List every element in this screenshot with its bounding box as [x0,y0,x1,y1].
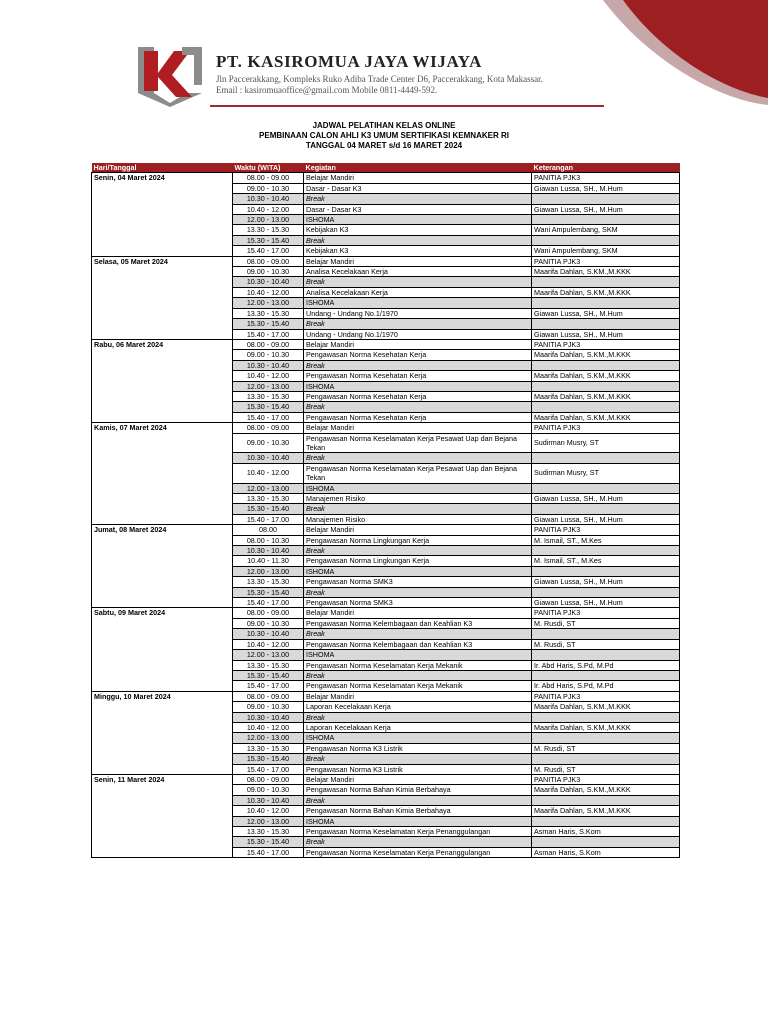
note-cell [532,650,680,660]
letterhead [0,0,768,115]
note-cell: Giawan Lussa, SH., M.Hum [532,204,680,214]
activity-cell: Pengawasan Norma Kesehatan Kerja [304,371,532,381]
activity-cell: Pengawasan Norma K3 Listrik [304,764,532,774]
time-cell: 12.00 - 13.00 [233,215,304,225]
note-cell: Sudirman Musry, ST [532,463,680,483]
note-cell [532,298,680,308]
note-cell [532,670,680,680]
day-cell: Minggu, 10 Maret 2024 [92,691,233,774]
activity-cell: Belajar Mandiri [304,608,532,618]
activity-cell: Break [304,712,532,722]
company-name: PT. KASIROMUA JAYA WIJAYA [216,52,482,71]
activity-cell: Break [304,754,532,764]
note-cell [532,360,680,370]
note-cell [532,504,680,514]
company-logo-icon [136,45,204,107]
time-cell: 15.30 - 15.40 [233,402,304,412]
activity-cell: Pengawasan Norma Bahan Kimia Berbahaya [304,785,532,795]
time-cell: 10.30 - 10.40 [233,194,304,204]
note-cell [532,837,680,847]
activity-cell: Analisa Kecelakaan Kerja [304,287,532,297]
activity-cell: Pengawasan Norma Bahan Kimia Berbahaya [304,806,532,816]
activity-cell: Undang - Undang No.1/1970 [304,329,532,339]
time-cell: 15.30 - 15.40 [233,837,304,847]
activity-cell: ISHOMA [304,566,532,576]
activity-cell: Manajemen Risiko [304,494,532,504]
table-row [92,608,680,618]
note-cell: Sudirman Musry, ST [532,433,680,453]
activity-cell: Pengawasan Norma Keselamatan Kerja Pesawat Uap dan Bejana Tekan [304,433,532,453]
activity-cell: ISHOMA [304,816,532,826]
activity-cell: Pengawasan Norma Lingkungan Kerja [304,556,532,566]
activity-cell: ISHOMA [304,215,532,225]
activity-cell: Break [304,235,532,245]
note-cell: Maarifa Dahlan, S.KM.,M.KKK [532,350,680,360]
time-cell: 15.30 - 15.40 [233,504,304,514]
time-cell: 12.00 - 13.00 [233,381,304,391]
time-cell: 15.40 - 17.00 [233,329,304,339]
activity-cell: Pengawasan Norma Kesehatan Kerja [304,350,532,360]
activity-cell: Belajar Mandiri [304,691,532,701]
time-cell: 10.40 - 12.00 [233,806,304,816]
note-cell: Maarifa Dahlan, S.KM.,M.KKK [532,412,680,422]
time-cell: 08.00 - 09.00 [233,423,304,433]
header-divider [210,105,604,107]
day-cell: Senin, 11 Maret 2024 [92,774,233,857]
note-cell: Maarifa Dahlan, S.KM.,M.KKK [532,267,680,277]
time-cell: 15.30 - 15.40 [233,235,304,245]
activity-cell: Pengawasan Norma Kesehatan Kerja [304,412,532,422]
time-cell: 13.30 - 15.30 [233,494,304,504]
note-cell [532,319,680,329]
activity-cell: ISHOMA [304,298,532,308]
time-cell: 09.00 - 10.30 [233,350,304,360]
note-cell: Wani Ampulembang, SKM [532,246,680,256]
activity-cell: Kebijakan K3 [304,246,532,256]
activity-cell: Pengawasan Norma Keselamatan Kerja Mekanik [304,681,532,691]
note-cell: M. Ismail, ST., M.Kes [532,535,680,545]
activity-cell: Dasar - Dasar K3 [304,183,532,193]
activity-cell: ISHOMA [304,733,532,743]
activity-cell: Break [304,837,532,847]
table-header-row [92,163,680,173]
time-cell: 08.00 - 09.00 [233,339,304,349]
time-cell: 08.00 - 09.00 [233,774,304,784]
corner-decoration [568,0,768,110]
activity-cell: Belajar Mandiri [304,423,532,433]
note-cell: M. Rusdi, ST [532,764,680,774]
table-row [92,691,680,701]
time-cell: 15.40 - 17.00 [233,598,304,608]
time-cell: 10.40 - 12.00 [233,463,304,483]
table-row [92,525,680,535]
time-cell: 13.30 - 15.30 [233,743,304,753]
day-cell: Sabtu, 09 Maret 2024 [92,608,233,691]
activity-cell: Pengawasan Norma Kelembagaan dan Keahlian K3 [304,618,532,628]
note-cell: Maarifa Dahlan, S.KM.,M.KKK [532,722,680,732]
table-row [92,423,680,433]
note-cell [532,712,680,722]
activity-cell: Belajar Mandiri [304,525,532,535]
time-cell: 09.00 - 10.30 [233,433,304,453]
time-cell: 08.00 - 09.00 [233,256,304,266]
time-cell: 15.40 - 17.00 [233,514,304,524]
note-cell: Wani Ampulembang, SKM [532,225,680,235]
time-cell: 08.00 - 10.30 [233,535,304,545]
company-address: Jln Paccerakkang, Kompleks Ruko Adiba Trade Center D6, Paccerakkang, Kota Makassar. [216,74,543,84]
time-cell: 13.30 - 15.30 [233,827,304,837]
time-cell: 10.30 - 10.40 [233,277,304,287]
note-cell: Giawan Lussa, SH., M.Hum [532,514,680,524]
note-cell: Asman Haris, S.Kom [532,827,680,837]
note-cell: Maarifa Dahlan, S.KM.,M.KKK [532,371,680,381]
note-cell: Ir. Abd Haris, S.Pd, M.Pd [532,681,680,691]
time-cell: 08.00 - 09.00 [233,691,304,701]
activity-cell: Pengawasan Norma Keselamatan Kerja Pesawat Uap dan Bejana Tekan [304,463,532,483]
day-cell: Kamis, 07 Maret 2024 [92,423,233,525]
time-cell: 09.00 - 10.30 [233,618,304,628]
note-cell [532,483,680,493]
note-cell: M. Rusdi, ST [532,639,680,649]
note-cell: PANITIA PJK3 [532,525,680,535]
note-cell: Giawan Lussa, SH., M.Hum [532,308,680,318]
note-cell: PANITIA PJK3 [532,256,680,266]
time-cell: 15.30 - 15.40 [233,587,304,597]
note-cell [532,566,680,576]
time-cell: 15.40 - 17.00 [233,764,304,774]
time-cell: 10.30 - 10.40 [233,712,304,722]
time-cell: 12.00 - 13.00 [233,816,304,826]
note-cell: Giawan Lussa, SH., M.Hum [532,494,680,504]
activity-cell: Analisa Kecelakaan Kerja [304,267,532,277]
day-cell: Jumat, 08 Maret 2024 [92,525,233,608]
header-activity: Kegiatan [304,163,532,173]
note-cell [532,629,680,639]
activity-cell: Break [304,795,532,805]
activity-cell: Pengawasan Norma Kesehatan Kerja [304,391,532,401]
note-cell [532,546,680,556]
activity-cell: Laporan Kecelakaan Kerja [304,722,532,732]
time-cell: 15.30 - 15.40 [233,754,304,764]
time-cell: 10.30 - 10.40 [233,629,304,639]
time-cell: 10.30 - 10.40 [233,360,304,370]
company-contact: Email : kasiromuaoffice@gmail.com Mobile 0811-4449-592. [216,85,438,95]
note-cell [532,754,680,764]
time-cell: 10.40 - 12.00 [233,722,304,732]
note-cell [532,381,680,391]
title-line-1: JADWAL PELATIHAN KELAS ONLINE [312,121,456,130]
activity-cell: Pengawasan Norma SMK3 [304,577,532,587]
time-cell: 13.30 - 15.30 [233,660,304,670]
activity-cell: Pengawasan Norma Keselamatan Kerja Penanggulangan [304,847,532,857]
note-cell [532,453,680,463]
note-cell: M. Rusdi, ST [532,618,680,628]
time-cell: 08.00 - 09.00 [233,173,304,183]
note-cell [532,402,680,412]
activity-cell: Pengawasan Norma Keselamatan Kerja Mekanik [304,660,532,670]
company-address-block [216,74,543,96]
activity-cell: Break [304,670,532,680]
table-row [92,256,680,266]
activity-cell: Pengawasan Norma Lingkungan Kerja [304,535,532,545]
time-cell: 08.00 - 09.00 [233,608,304,618]
activity-cell: Break [304,629,532,639]
time-cell: 09.00 - 10.30 [233,785,304,795]
activity-cell: Break [304,319,532,329]
time-cell: 15.30 - 15.40 [233,319,304,329]
time-cell: 09.00 - 10.30 [233,183,304,193]
activity-cell: Manajemen Risiko [304,514,532,524]
time-cell: 13.30 - 15.30 [233,391,304,401]
activity-cell: ISHOMA [304,381,532,391]
activity-cell: Break [304,360,532,370]
activity-cell: ISHOMA [304,650,532,660]
activity-cell: Break [304,504,532,514]
time-cell: 12.00 - 13.00 [233,650,304,660]
activity-cell: Break [304,546,532,556]
schedule-body [92,173,680,858]
note-cell: PANITIA PJK3 [532,339,680,349]
note-cell [532,795,680,805]
table-row [92,339,680,349]
time-cell: 12.00 - 13.00 [233,733,304,743]
time-cell: 13.30 - 15.30 [233,225,304,235]
time-cell: 13.30 - 15.30 [233,577,304,587]
activity-cell: Belajar Mandiri [304,339,532,349]
time-cell: 15.30 - 15.40 [233,670,304,680]
note-cell: Maarifa Dahlan, S.KM.,M.KKK [532,702,680,712]
note-cell: Asman Haris, S.Kom [532,847,680,857]
activity-cell: Break [304,587,532,597]
activity-cell: Break [304,277,532,287]
time-cell: 10.30 - 10.40 [233,453,304,463]
time-cell: 15.40 - 17.00 [233,412,304,422]
note-cell [532,235,680,245]
note-cell: PANITIA PJK3 [532,423,680,433]
header-time: Waktu (WITA) [233,163,304,173]
activity-cell: Belajar Mandiri [304,774,532,784]
note-cell: Giawan Lussa, SH., M.Hum [532,183,680,193]
activity-cell: Laporan Kecelakaan Kerja [304,702,532,712]
time-cell: 10.40 - 11.30 [233,556,304,566]
time-cell: 10.30 - 10.40 [233,795,304,805]
activity-cell: Break [304,194,532,204]
time-cell: 08.00 [233,525,304,535]
time-cell: 10.40 - 12.00 [233,287,304,297]
header-note: Keterangan [532,163,680,173]
time-cell: 10.30 - 10.40 [233,546,304,556]
title-line-2: PEMBINAAN CALON AHLI K3 UMUM SERTIFIKASI KEMNAKER RI [259,131,509,140]
day-cell: Selasa, 05 Maret 2024 [92,256,233,339]
activity-cell: ISHOMA [304,483,532,493]
time-cell: 10.40 - 12.00 [233,204,304,214]
note-cell: M. Ismail, ST., M.Kes [532,556,680,566]
activity-cell: Kebijakan K3 [304,225,532,235]
schedule-table [91,163,680,858]
activity-cell: Pengawasan Norma Kelembagaan dan Keahlian K3 [304,639,532,649]
activity-cell: Belajar Mandiri [304,256,532,266]
title-line-3: TANGGAL 04 MARET s/d 16 MARET 2024 [305,141,463,150]
note-cell: Maarifa Dahlan, S.KM.,M.KKK [532,391,680,401]
day-cell: Rabu, 06 Maret 2024 [92,339,233,422]
note-cell: M. Rusdi, ST [532,743,680,753]
note-cell [532,215,680,225]
activity-cell: Undang - Undang No.1/1970 [304,308,532,318]
note-cell: Maarifa Dahlan, S.KM.,M.KKK [532,785,680,795]
activity-cell: Break [304,402,532,412]
note-cell: Giawan Lussa, SH., M.Hum [532,329,680,339]
activity-cell: Pengawasan Norma Keselamatan Kerja Penanggulangan [304,827,532,837]
activity-cell: Dasar - Dasar K3 [304,204,532,214]
note-cell: Maarifa Dahlan, S.KM.,M.KKK [532,287,680,297]
note-cell: Ir. Abd Haris, S.Pd, M.Pd [532,660,680,670]
note-cell [532,277,680,287]
time-cell: 10.40 - 12.00 [233,639,304,649]
time-cell: 13.30 - 15.30 [233,308,304,318]
time-cell: 09.00 - 10.30 [233,267,304,277]
activity-cell: Pengawasan Norma SMK3 [304,598,532,608]
time-cell: 09.00 - 10.30 [233,702,304,712]
note-cell: PANITIA PJK3 [532,774,680,784]
time-cell: 12.00 - 13.00 [233,566,304,576]
time-cell: 15.40 - 17.00 [233,847,304,857]
note-cell: Giawan Lussa, SH., M.Hum [532,598,680,608]
header-day: Hari/Tanggal [92,163,233,173]
activity-cell: Pengawasan Norma K3 Listrik [304,743,532,753]
activity-cell: Belajar Mandiri [304,173,532,183]
note-cell: PANITIA PJK3 [532,173,680,183]
time-cell: 15.40 - 17.00 [233,681,304,691]
note-cell [532,733,680,743]
note-cell [532,816,680,826]
time-cell: 12.00 - 13.00 [233,483,304,493]
day-cell: Senin, 04 Maret 2024 [92,173,233,256]
note-cell [532,194,680,204]
note-cell: PANITIA PJK3 [532,608,680,618]
note-cell [532,587,680,597]
note-cell: PANITIA PJK3 [532,691,680,701]
note-cell: Giawan Lussa, SH., M.Hum [532,577,680,587]
document-title [0,121,768,151]
table-row [92,173,680,183]
table-row [92,774,680,784]
time-cell: 10.40 - 12.00 [233,371,304,381]
note-cell: Maarifa Dahlan, S.KM.,M.KKK [532,806,680,816]
activity-cell: Break [304,453,532,463]
time-cell: 15.40 - 17.00 [233,246,304,256]
time-cell: 12.00 - 13.00 [233,298,304,308]
